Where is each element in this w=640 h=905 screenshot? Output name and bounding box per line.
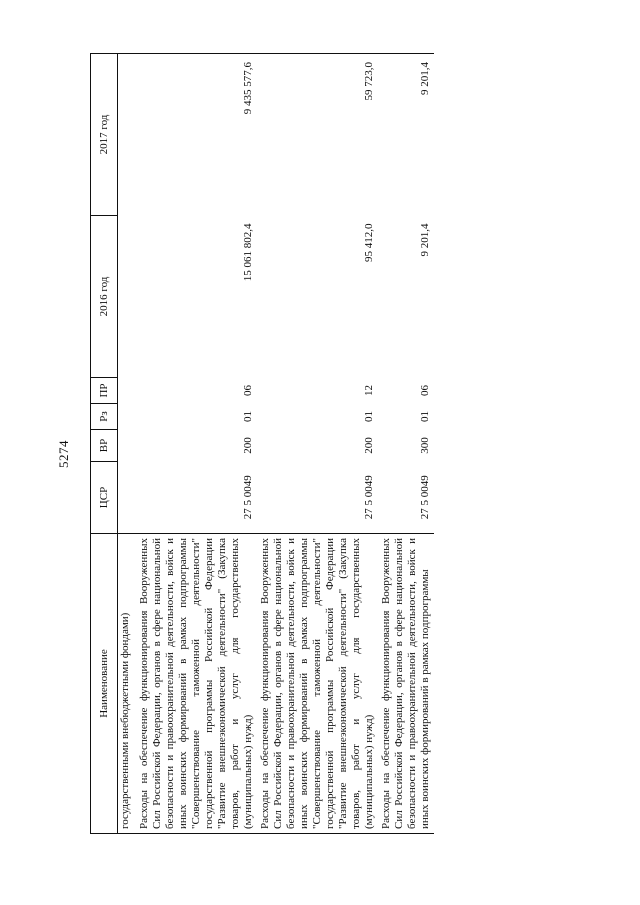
row-2017: 9 435 577,6 bbox=[136, 54, 257, 216]
page-number bbox=[44, 430, 84, 478]
row-vr: 300 bbox=[419, 437, 431, 454]
budget-table bbox=[90, 53, 434, 834]
row-rz: 01 bbox=[419, 411, 431, 422]
row-pr: 06 bbox=[242, 385, 254, 396]
row-csr: 27 5 0049 bbox=[242, 475, 254, 520]
row-rz: 01 bbox=[363, 411, 375, 422]
row-rz: 01 bbox=[242, 411, 254, 422]
row-name: Расходы на обеспечение функционирования Вооруженных Сил Российской Федерации, органов в сфере национальной безопасности и правоохранительной деятельности, войск и иных воинских формирований в рамках подпрограммы bbox=[378, 534, 434, 834]
table-row bbox=[257, 54, 378, 834]
header-csr: ЦСР bbox=[91, 462, 118, 534]
header-pr: ПР bbox=[91, 378, 118, 404]
header-2016: 2016 год bbox=[91, 216, 118, 378]
row-2016: 15 061 802,4 bbox=[242, 223, 254, 282]
row-2017: 59 723,0 bbox=[257, 54, 378, 216]
row-csr: 27 5 0049 bbox=[363, 475, 375, 520]
header-name: Наименование bbox=[91, 534, 118, 834]
table-header bbox=[91, 54, 118, 834]
row-name: Расходы на обеспечение функционирования Вооруженных Сил Российской Федерации, органов в сфере национальной безопасности и правоохранительной деятельности, войск и иных воинских формирований в рамках подпрограммы "Совершенствование таможенной деятельности" государственной программы Российской Федерации "Развитие внешнеэкономической деятельности" (Закупка товаров, работ и услуг для государственных (муниципальных) нужд) bbox=[257, 534, 378, 834]
table-row bbox=[136, 54, 257, 834]
rotated-page-content bbox=[90, 54, 590, 834]
header-rz: Рз bbox=[91, 404, 118, 430]
row-pr: 06 bbox=[419, 385, 431, 396]
page-number-text: 5274 bbox=[56, 440, 71, 468]
row-vr: 200 bbox=[363, 437, 375, 454]
row-2016: 95 412,0 bbox=[363, 223, 375, 262]
continuation-row bbox=[118, 54, 137, 834]
row-vr: 200 bbox=[242, 437, 254, 454]
row-2017: 9 201,4 bbox=[378, 54, 434, 216]
table-row bbox=[378, 54, 434, 834]
row-2016: 9 201,4 bbox=[419, 223, 431, 257]
header-vr: ВР bbox=[91, 430, 118, 462]
continuation-text: государственными внебюджетными фондами) bbox=[118, 534, 137, 834]
row-pr: 12 bbox=[363, 385, 375, 396]
header-row bbox=[91, 54, 118, 834]
row-name: Расходы на обеспечение функционирования Вооруженных Сил Российской Федерации, органов в сфере национальной безопасности и правоохранительной деятельности, войск и иных воинских формирований в рамках подпрограммы "Совершенствование таможенной деятельности" государственной программы Российской Федерации "Развитие внешнеэкономической деятельности" (Закупка товаров, работ и услуг для государственных (муниципальных) нужд) bbox=[136, 534, 257, 834]
row-csr: 27 5 0049 bbox=[419, 475, 431, 520]
header-2017: 2017 год bbox=[91, 54, 118, 216]
